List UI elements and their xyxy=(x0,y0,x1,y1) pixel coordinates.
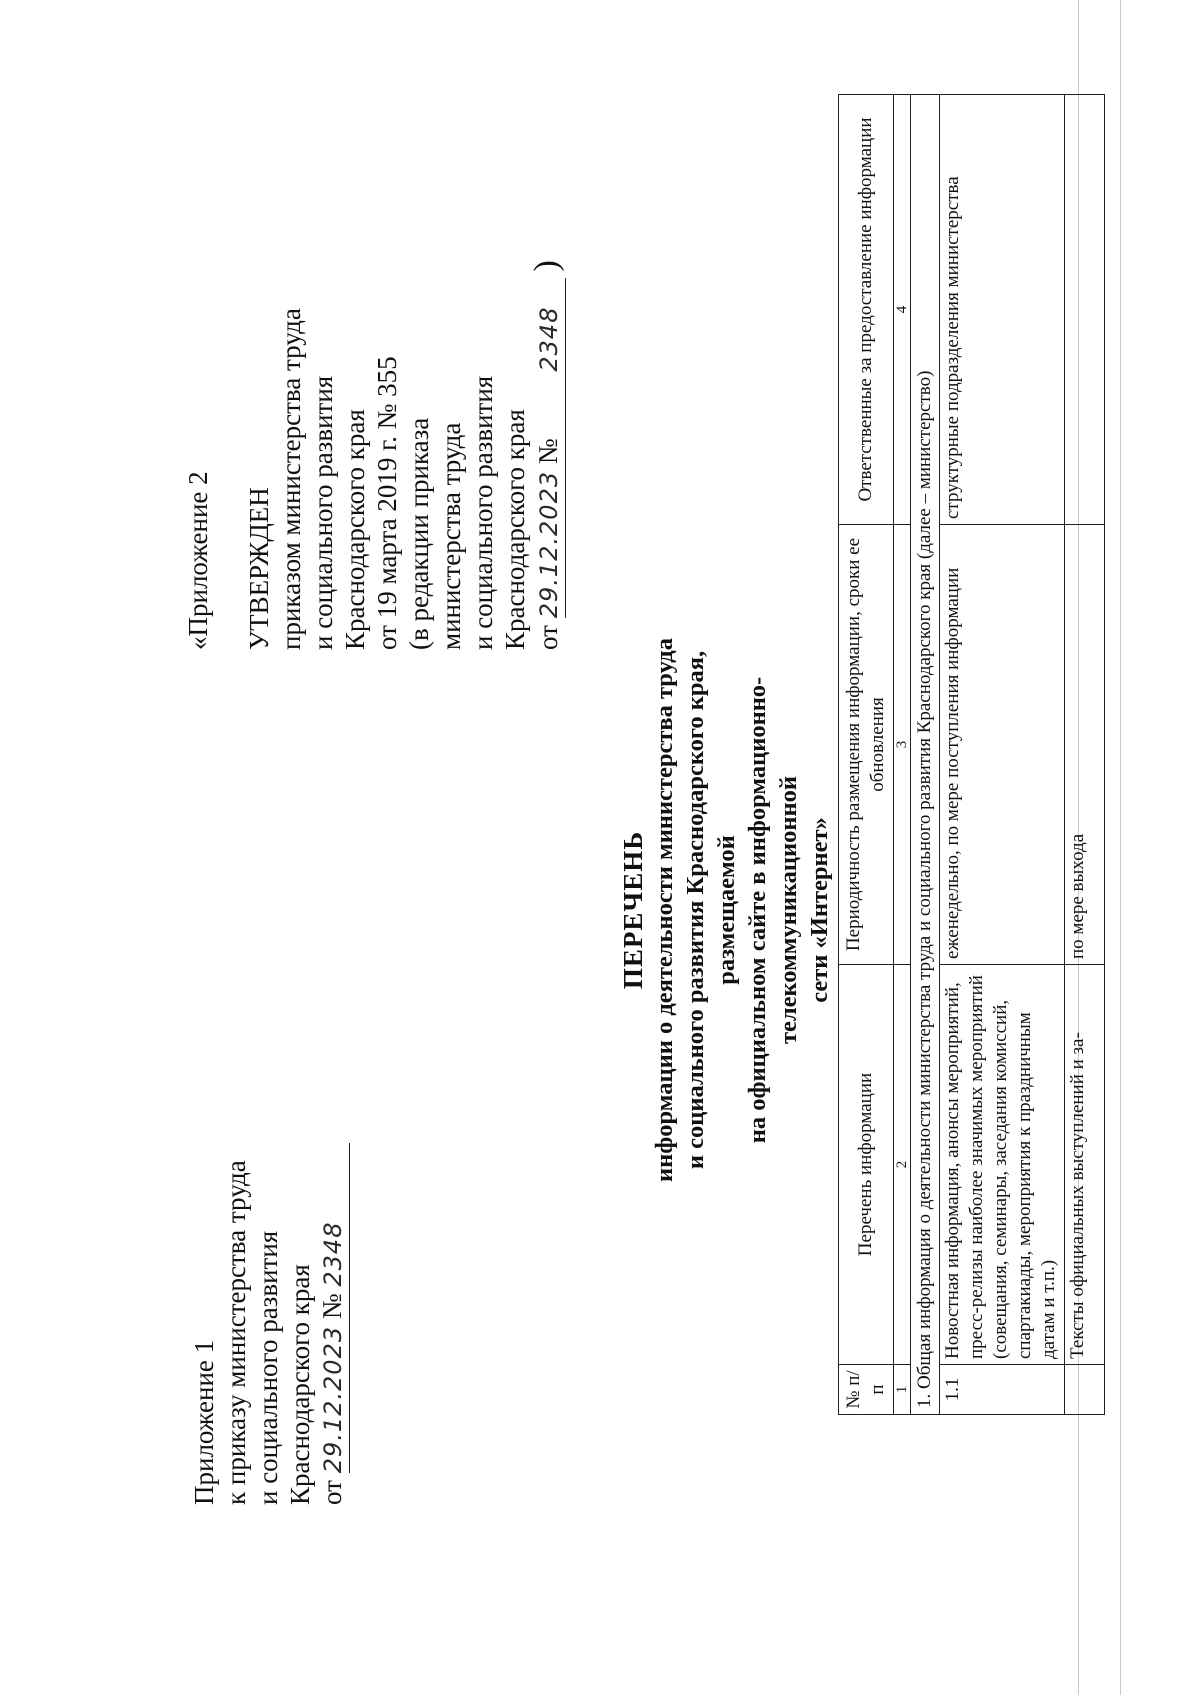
appendix-2-line: министерства труда xyxy=(436,422,466,650)
header-cell: Периодичность размещения информации, сроки ее обновления xyxy=(839,525,894,965)
column-number-cell: 2 xyxy=(894,965,911,1365)
appendix-2-title: «Приложение 2 xyxy=(183,471,213,650)
appendix-2-block xyxy=(182,260,566,650)
number-prefix: № xyxy=(317,1293,347,1320)
row-responsible xyxy=(1065,95,1105,525)
header-cell: Ответственные за предоставление информации xyxy=(839,95,894,525)
appendix-1-title: Приложение 1 xyxy=(189,1339,219,1505)
scan-edge-line xyxy=(1120,0,1121,1695)
number-prefix: № xyxy=(533,438,563,465)
document-subtitle-line: на официальном сайте в информационно-телекоммуникационной xyxy=(744,676,802,1144)
section-heading: 1. Общая информация о деятельности министерства труда и социального развития Краснодарского края (далее – министерство) xyxy=(911,95,940,1415)
appendix-1-date-line xyxy=(316,1143,350,1505)
handwritten-number: 2348 xyxy=(319,1221,347,1287)
row-number: 1.1 xyxy=(940,1365,1065,1415)
row-period: по мере выхода xyxy=(1065,525,1105,965)
appendix-2-date-line xyxy=(528,260,566,650)
table-row xyxy=(1065,95,1105,1415)
appendix-2-line: Краснодарского края xyxy=(340,409,370,650)
appendix-1-line: Краснодарского края xyxy=(285,1264,315,1505)
row-responsible: структурные подразделения министерства xyxy=(940,95,1065,525)
table-header-row xyxy=(839,95,894,1415)
information-list-table xyxy=(838,94,1105,1415)
date-prefix: от xyxy=(533,625,563,650)
appendix-1-line: к приказу министерства труда xyxy=(221,1160,251,1505)
table-row xyxy=(940,95,1065,1415)
handwritten-number: 2348 xyxy=(535,306,563,372)
approved-stamp-text: УТВЕРЖДЕН xyxy=(244,487,274,650)
signature-date-field xyxy=(532,278,566,618)
appendix-2-line: от 19 марта 2019 г. № 355 xyxy=(372,356,402,650)
document-subtitle-line: сети «Интернет» xyxy=(806,817,833,1003)
column-number-cell: 1 xyxy=(894,1365,911,1415)
section-row xyxy=(911,95,940,1415)
closing-parenthesis: ) xyxy=(528,260,565,272)
appendix-2-line: Краснодарского края xyxy=(500,409,530,650)
header-cell: № п/п xyxy=(839,1365,894,1415)
row-number xyxy=(1065,1365,1105,1415)
document-subtitle-line: информации о деятельности министерства труда xyxy=(651,638,678,1182)
column-number-cell: 3 xyxy=(894,525,911,965)
appendix-2-line: и социального развития xyxy=(308,375,338,650)
appendix-2-line: и социального развития xyxy=(468,375,498,650)
handwritten-date: 29.12.2023 xyxy=(535,470,563,619)
column-number-row xyxy=(894,95,911,1415)
handwritten-date: 29.12.2023 xyxy=(319,1325,347,1474)
appendix-1-line: и социального развития xyxy=(253,1230,283,1505)
row-info: Новостная информация, анонсы мероприятий, пресс-релизы наиболее значимых мероприятий (совещания, семинары, заседания комиссий, спартакиады, мероприятия к праздничным датам и т.п.) xyxy=(940,965,1065,1365)
document-heading xyxy=(618,590,835,1230)
column-number-cell: 4 xyxy=(894,95,911,525)
signature-date-field xyxy=(316,1143,350,1473)
appendix-2-line: (в редакции приказа xyxy=(404,417,434,650)
header-cell: Перечень информации xyxy=(839,965,894,1365)
date-prefix: от xyxy=(317,1480,347,1505)
row-info: Тексты официальных выступлений и за- xyxy=(1065,965,1105,1365)
document-subtitle-line: и социального развития Краснодарского края, размещаемой xyxy=(682,650,740,1170)
appendix-2-line: приказом министерства труда xyxy=(276,308,306,650)
row-period: еженедельно, по мере поступления информации xyxy=(940,525,1065,965)
document-title: ПЕРЕЧЕНЬ xyxy=(618,830,648,990)
appendix-1-block xyxy=(188,1143,350,1505)
